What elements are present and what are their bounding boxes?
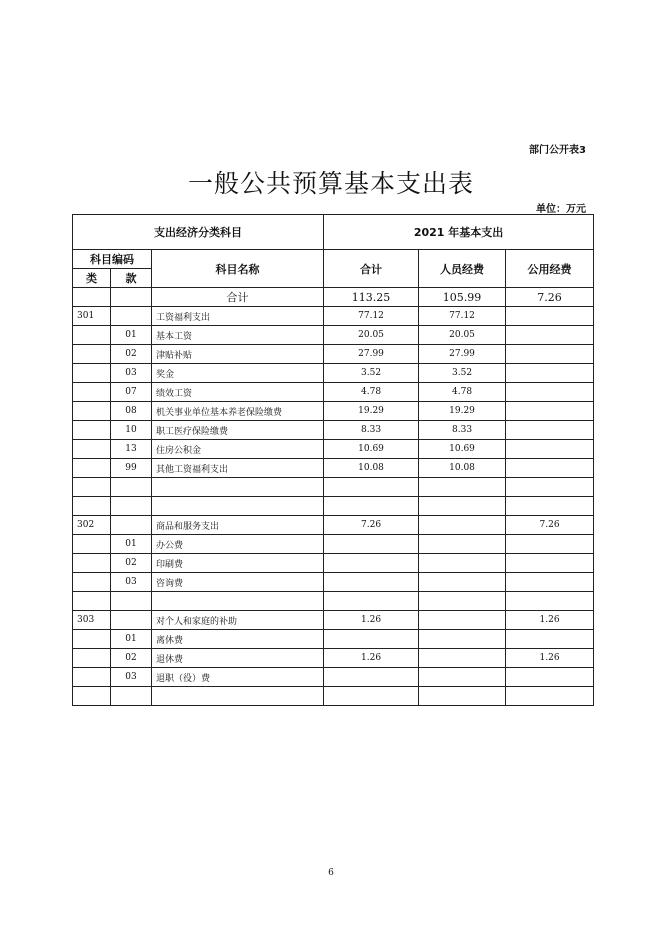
table-row (73, 668, 594, 687)
cell-kuan (111, 307, 152, 326)
table-row (73, 516, 594, 535)
table-row (73, 649, 594, 668)
table-row (73, 459, 594, 478)
cell-personnel (419, 573, 506, 592)
cell-name (152, 497, 324, 516)
cell-kuan: 02 (111, 649, 152, 668)
cell-total (324, 630, 419, 649)
cell-total (324, 573, 419, 592)
cell-name: 职工医疗保险缴费 (152, 421, 324, 440)
table-row (73, 345, 594, 364)
cell-public (506, 421, 594, 440)
cell-kuan: 02 (111, 554, 152, 573)
cell-personnel (419, 516, 506, 535)
cell-public (506, 459, 594, 478)
cell-kuan (111, 288, 152, 307)
cell-personnel: 10.69 (419, 440, 506, 459)
cell-public: 1.26 (506, 611, 594, 630)
cell-lei (73, 630, 111, 649)
cell-name: 机关事业单位基本养老保险缴费 (152, 402, 324, 421)
table-row (73, 497, 594, 516)
cell-public (506, 535, 594, 554)
cell-total: 10.69 (324, 440, 419, 459)
total-row (73, 288, 594, 307)
cell-name (152, 592, 324, 611)
cell-name (152, 687, 324, 706)
cell-total (324, 687, 419, 706)
cell-kuan (111, 611, 152, 630)
table-row (73, 592, 594, 611)
table-row (73, 611, 594, 630)
cell-kuan (111, 497, 152, 516)
cell-name: 对个人和家庭的补助 (152, 611, 324, 630)
cell-personnel (419, 478, 506, 497)
table-row (73, 307, 594, 326)
cell-total: 27.99 (324, 345, 419, 364)
cell-personnel (419, 630, 506, 649)
header-econ-class: 支出经济分类科目 (73, 215, 324, 250)
cell-kuan: 13 (111, 440, 152, 459)
header-row-2 (73, 250, 594, 269)
table-row (73, 573, 594, 592)
cell-kuan (111, 516, 152, 535)
cell-name: 退职（役）费 (152, 668, 324, 687)
cell-name: 基本工资 (152, 326, 324, 345)
cell-kuan: 03 (111, 668, 152, 687)
cell-total: 1.26 (324, 611, 419, 630)
cell-public: 7.26 (506, 288, 594, 307)
cell-total (324, 592, 419, 611)
cell-lei: 302 (73, 516, 111, 535)
cell-lei (73, 668, 111, 687)
cell-personnel: 3.52 (419, 364, 506, 383)
cell-name: 绩效工资 (152, 383, 324, 402)
cell-personnel (419, 611, 506, 630)
cell-public: 1.26 (506, 649, 594, 668)
cell-lei (73, 573, 111, 592)
cell-kuan: 07 (111, 383, 152, 402)
table-row (73, 402, 594, 421)
header-lei: 类 (73, 269, 111, 288)
cell-total (324, 554, 419, 573)
cell-public (506, 440, 594, 459)
cell-total: 19.29 (324, 402, 419, 421)
cell-kuan: 01 (111, 535, 152, 554)
cell-lei (73, 440, 111, 459)
cell-name: 办公费 (152, 535, 324, 554)
cell-name: 咨询费 (152, 573, 324, 592)
cell-personnel: 10.08 (419, 459, 506, 478)
cell-public (506, 402, 594, 421)
cell-kuan: 03 (111, 573, 152, 592)
cell-kuan: 03 (111, 364, 152, 383)
expenditure-table (72, 214, 594, 706)
cell-public (506, 630, 594, 649)
cell-kuan (111, 687, 152, 706)
header-total: 合计 (324, 250, 419, 288)
header-code: 科目编码 (73, 250, 152, 269)
cell-lei (73, 687, 111, 706)
cell-kuan (111, 592, 152, 611)
page-title: 一般公共预算基本支出表 (187, 169, 474, 198)
cell-name: 离休费 (152, 630, 324, 649)
cell-lei (73, 345, 111, 364)
header-name: 科目名称 (152, 250, 324, 288)
table-row (73, 535, 594, 554)
cell-personnel: 8.33 (419, 421, 506, 440)
cell-public (506, 364, 594, 383)
cell-total: 10.08 (324, 459, 419, 478)
cell-public (506, 668, 594, 687)
cell-name: 合计 (152, 288, 324, 307)
cell-lei (73, 592, 111, 611)
cell-public (506, 478, 594, 497)
table-row (73, 421, 594, 440)
cell-kuan: 01 (111, 326, 152, 345)
cell-name: 退休费 (152, 649, 324, 668)
cell-name: 住房公积金 (152, 440, 324, 459)
cell-personnel (419, 497, 506, 516)
cell-personnel: 105.99 (419, 288, 506, 307)
cell-kuan (111, 478, 152, 497)
cell-total: 3.52 (324, 364, 419, 383)
cell-total: 4.78 (324, 383, 419, 402)
unit-label: 单位：万元 (536, 204, 586, 215)
table-row (73, 383, 594, 402)
table-row (73, 554, 594, 573)
table-row (73, 440, 594, 459)
cell-public (506, 497, 594, 516)
cell-personnel (419, 668, 506, 687)
cell-public (506, 326, 594, 345)
cell-public (506, 383, 594, 402)
cell-total (324, 535, 419, 554)
cell-lei (73, 288, 111, 307)
cell-name: 工资福利支出 (152, 307, 324, 326)
cell-total: 8.33 (324, 421, 419, 440)
cell-name: 津贴补贴 (152, 345, 324, 364)
cell-public (506, 307, 594, 326)
header-basic-expense: 2021 年基本支出 (324, 215, 594, 250)
header-kuan: 款 (111, 269, 152, 288)
cell-lei (73, 535, 111, 554)
cell-lei (73, 364, 111, 383)
cell-lei (73, 554, 111, 573)
table-row (73, 478, 594, 497)
cell-name: 其他工资福利支出 (152, 459, 324, 478)
cell-personnel (419, 649, 506, 668)
cell-lei (73, 326, 111, 345)
cell-personnel: 19.29 (419, 402, 506, 421)
cell-public (506, 687, 594, 706)
cell-personnel: 4.78 (419, 383, 506, 402)
cell-lei (73, 478, 111, 497)
cell-personnel (419, 687, 506, 706)
cell-lei: 303 (73, 611, 111, 630)
table-row (73, 687, 594, 706)
header-row-1 (73, 215, 594, 250)
cell-personnel (419, 535, 506, 554)
page-number: 6 (328, 868, 334, 878)
cell-lei (73, 497, 111, 516)
cell-personnel: 27.99 (419, 345, 506, 364)
page-tag: 部门公开表3 (529, 145, 586, 156)
table-row (73, 326, 594, 345)
cell-kuan: 10 (111, 421, 152, 440)
table-row (73, 630, 594, 649)
cell-lei (73, 402, 111, 421)
cell-public (506, 573, 594, 592)
cell-personnel: 77.12 (419, 307, 506, 326)
cell-lei (73, 421, 111, 440)
cell-public: 7.26 (506, 516, 594, 535)
cell-total (324, 478, 419, 497)
table-row (73, 364, 594, 383)
cell-personnel (419, 554, 506, 573)
cell-total: 7.26 (324, 516, 419, 535)
cell-name (152, 478, 324, 497)
cell-kuan: 99 (111, 459, 152, 478)
cell-lei (73, 383, 111, 402)
cell-kuan: 08 (111, 402, 152, 421)
cell-name: 奖金 (152, 364, 324, 383)
cell-public (506, 345, 594, 364)
cell-lei (73, 649, 111, 668)
header-public: 公用经费 (506, 250, 594, 288)
cell-total (324, 668, 419, 687)
cell-public (506, 592, 594, 611)
cell-total: 77.12 (324, 307, 419, 326)
cell-total: 113.25 (324, 288, 419, 307)
cell-kuan: 01 (111, 630, 152, 649)
cell-personnel (419, 592, 506, 611)
cell-lei (73, 459, 111, 478)
cell-kuan: 02 (111, 345, 152, 364)
cell-lei: 301 (73, 307, 111, 326)
cell-name: 印刷费 (152, 554, 324, 573)
cell-total: 1.26 (324, 649, 419, 668)
cell-personnel: 20.05 (419, 326, 506, 345)
cell-total (324, 497, 419, 516)
cell-public (506, 554, 594, 573)
header-personnel: 人员经费 (419, 250, 506, 288)
cell-name: 商品和服务支出 (152, 516, 324, 535)
cell-total: 20.05 (324, 326, 419, 345)
